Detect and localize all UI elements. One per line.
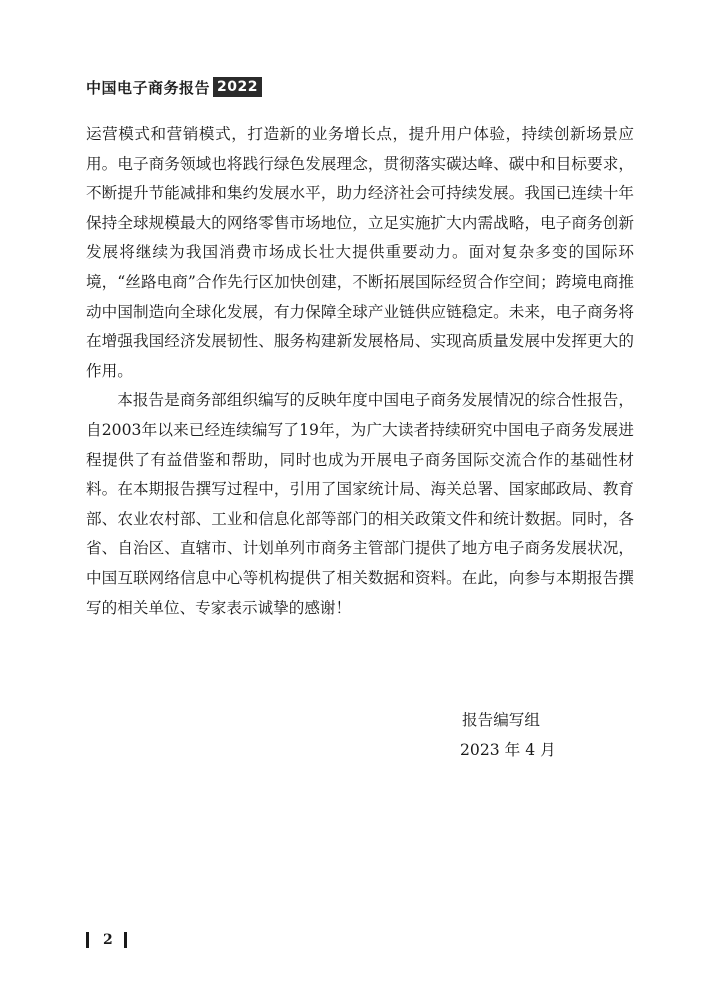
- paragraph-acknowledgement: 本报告是商务部组织编写的反映年度中国电子商务发展情况的综合性报告，自2003年以来已经连续编写了19年，为广大读者持续研究中国电子商务发展进程提供了有益借鉴和帮助，同时也成为开展电子商务国际交流合作的基础性材料。在本期报告撰写过程中，引用了国家统计局、海关总署、国家邮政局、教育部、农业农村部、工业和信息化部等部门的相关政策文件和统计数据。同时，各省、自治区、直辖市、计划单列市商务主管部门提供了地方电子商务发展状况，中国互联网络信息中心等机构提供了相关数据和资料。在此，向参与本期报告撰写的相关单位、专家表示诚挚的感谢！: [86, 391, 634, 617]
- paragraph-continued: 运营模式和营销模式，打造新的业务增长点，提升用户体验，持续创新场景应用。电子商务领域也将践行绿色发展理念，贯彻落实碳达峰、碳中和目标要求，不断提升节能减排和集约发展水平，助力经济社会可持续发展。我国已连续十年保持全球规模最大的网络零售市场地位，立足实施扩大内需战略，电子商务创新发展将继续为我国消费市场成长壮大提供重要动力。面对复杂多变的国际环境，“丝路电商”合作先行区加快创建，不断拓展国际经贸合作空间；跨境电商推动中国制造向全球化发展，有力保障全球产业链供应链稳定。未来，电子商务将在增强我国经济发展韧性、服务构建新发展格局、实现高质量发展中发挥更大的作用。: [86, 125, 634, 380]
- page-footer: [86, 930, 127, 950]
- page-number: 2: [103, 932, 113, 948]
- report-title: 中国电子商务报告: [86, 78, 211, 97]
- report-year-badge: 2022: [213, 77, 262, 97]
- signature-date: 2023 年 4 月: [460, 740, 556, 759]
- footer-right-bar: [124, 932, 127, 948]
- signature-block: [460, 706, 556, 765]
- body-text: [86, 120, 634, 623]
- signature-author: 报告编写组: [462, 711, 540, 729]
- running-header: [86, 76, 262, 98]
- footer-left-bar: [86, 932, 89, 948]
